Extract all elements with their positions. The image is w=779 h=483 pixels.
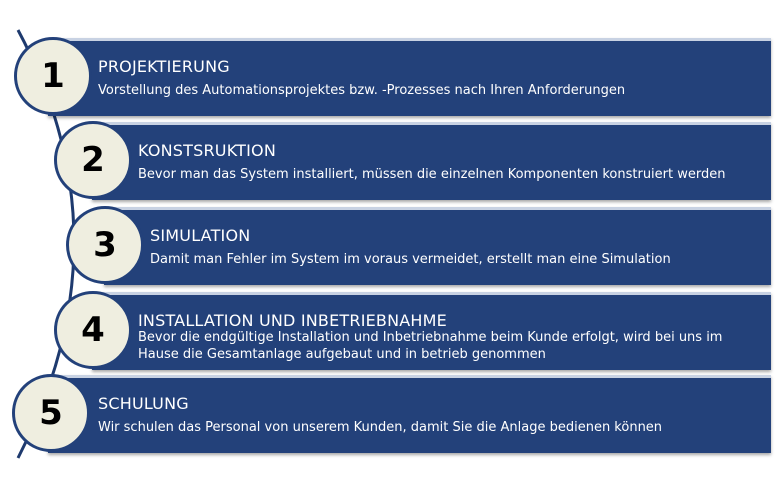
- step-4-description-line-2: Hause die Gesamtanlage aufgebaut und in betrieb genommen: [138, 347, 546, 362]
- step-3-bar: [104, 207, 771, 285]
- step-1-description: Vorstellung des Automationsprojektes bzw. -Prozesses nach Ihren Anforderungen: [98, 83, 626, 98]
- step-5-number: 5: [12, 374, 90, 452]
- step-2-number: 2: [54, 121, 132, 199]
- step-4-number: 4: [54, 291, 132, 369]
- step-3-description: Damit man Fehler im System im voraus vermeidet, erstellt man eine Simulation: [150, 252, 671, 267]
- step-1-bar: [48, 38, 771, 116]
- step-5-description: Wir schulen das Personal von unserem Kunden, damit Sie die Anlage bedienen können: [98, 420, 663, 435]
- step-2-title: KONSTSRUKTION: [138, 141, 276, 160]
- step-2-description: Bevor man das System installiert, müssen die einzelnen Komponenten konstruiert werden: [138, 167, 726, 182]
- step-3-title: SIMULATION: [150, 226, 251, 245]
- step-4-bar: [92, 292, 771, 370]
- step-5-title: SCHULUNG: [98, 394, 189, 413]
- step-5-bar: [48, 375, 771, 453]
- step-4-description-line-1: Bevor die endgültige Installation und Inbetriebnahme beim Kunde erfolgt, wird bei uns im: [138, 330, 723, 345]
- step-4-title: INSTALLATION UND INBETRIEBNAHME: [138, 311, 447, 330]
- step-4-description: [138, 329, 722, 363]
- step-2-bar: [92, 122, 771, 200]
- step-1-title: PROJEKTIERUNG: [98, 57, 230, 76]
- step-3-number: 3: [66, 206, 144, 284]
- step-1-number: 1: [14, 37, 92, 115]
